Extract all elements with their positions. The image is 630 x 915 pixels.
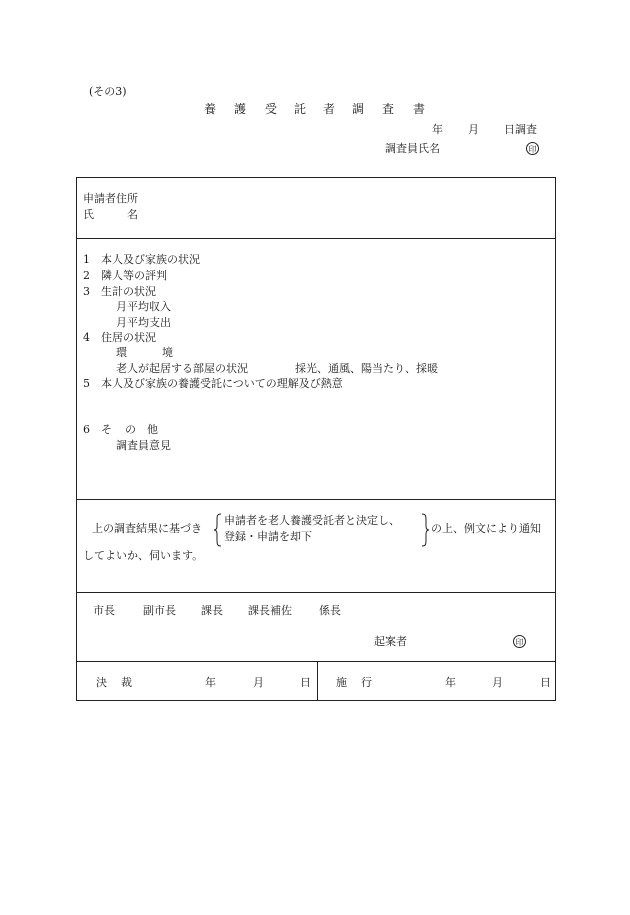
- applicant-name-label-1: 氏: [83, 208, 94, 221]
- investigator-seal-icon: 印: [526, 142, 539, 155]
- survey-item-reputation: 2 隣人等の評判: [83, 269, 167, 282]
- survey-item-other-number: 6: [83, 423, 90, 436]
- form-sequence: (その3): [89, 85, 127, 98]
- decision-suffix: の上、例文により通知: [431, 522, 541, 535]
- kessai-year: 年: [205, 676, 216, 689]
- title-char: 受: [265, 102, 278, 116]
- title-char: 託: [294, 102, 307, 116]
- approval-role-subsection-chief: 係長: [319, 604, 341, 617]
- survey-item-investigator-opinion: 調査員意見: [116, 439, 171, 452]
- investigator-name-label: 調査員氏名: [385, 142, 440, 155]
- survey-item-other-3: 他: [147, 423, 158, 436]
- left-brace-icon: [213, 513, 222, 547]
- survey-item-income: 月平均収入: [116, 300, 171, 313]
- survey-item-family: 1 本人及び家族の状況: [83, 253, 200, 266]
- row-divider: [77, 499, 555, 500]
- survey-item-environment-2: 境: [162, 346, 173, 359]
- survey-date-month: 月: [468, 123, 479, 136]
- shiko-day: 日: [540, 676, 551, 689]
- approval-role-deputy-mayor: 副市長: [143, 604, 176, 617]
- applicant-name-label-2: 名: [127, 208, 138, 221]
- kessai-month: 月: [253, 676, 264, 689]
- title-char: 者: [323, 102, 336, 116]
- shiko-year: 年: [445, 676, 456, 689]
- decision-request-line: してよいか、伺います。: [83, 549, 204, 562]
- decision-option-reject: 登録・申請を却下: [224, 530, 312, 543]
- kessai-day: 日: [300, 676, 311, 689]
- drafter-seal-icon: 印: [513, 635, 526, 648]
- survey-item-other-2: の: [125, 423, 136, 436]
- survey-item-environment-1: 環: [116, 346, 127, 359]
- approval-role-assistant-chief: 課長補佐: [248, 604, 292, 617]
- survey-item-livelihood: 3 生計の状況: [83, 285, 156, 298]
- shiko-month: 月: [492, 676, 503, 689]
- survey-item-housing: 4 住居の状況: [83, 331, 156, 344]
- kessai-label-1: 決: [96, 676, 107, 689]
- row-divider: [77, 592, 555, 593]
- survey-item-expense: 月平均支出: [116, 316, 171, 329]
- approval-role-mayor: 市長: [93, 604, 115, 617]
- row-divider: [77, 661, 555, 662]
- row-divider: [77, 238, 555, 239]
- right-brace-icon: [421, 513, 430, 547]
- survey-date-year: 年: [432, 123, 443, 136]
- decision-option-approve: 申請者を老人養護受託者と決定し、: [224, 514, 400, 527]
- title-char: 養: [204, 102, 217, 116]
- kessai-label-2: 裁: [121, 676, 132, 689]
- survey-item-other-1: そ: [101, 423, 112, 436]
- decision-prefix: 上の調査結果に基づき: [92, 522, 202, 535]
- shiko-label-2: 行: [361, 676, 372, 689]
- survey-item-understanding: 5 本人及び家族の養護受託についての理解及び熱意: [83, 377, 343, 390]
- drafter-label: 起案者: [374, 635, 407, 648]
- survey-item-room-detail: 採光、通風、陽当たり、採暖: [295, 362, 438, 375]
- column-divider: [317, 661, 318, 701]
- title-char: 護: [234, 102, 247, 116]
- survey-item-room: 老人が起居する部屋の状況: [116, 362, 248, 375]
- title-char: 書: [413, 102, 426, 116]
- approval-role-section-chief: 課長: [201, 604, 223, 617]
- title-char: 査: [382, 102, 395, 116]
- survey-date-day: 日調査: [504, 123, 537, 136]
- title-char: 調: [352, 102, 365, 116]
- shiko-label-1: 施: [336, 676, 347, 689]
- applicant-address-label: 申請者住所: [83, 192, 138, 205]
